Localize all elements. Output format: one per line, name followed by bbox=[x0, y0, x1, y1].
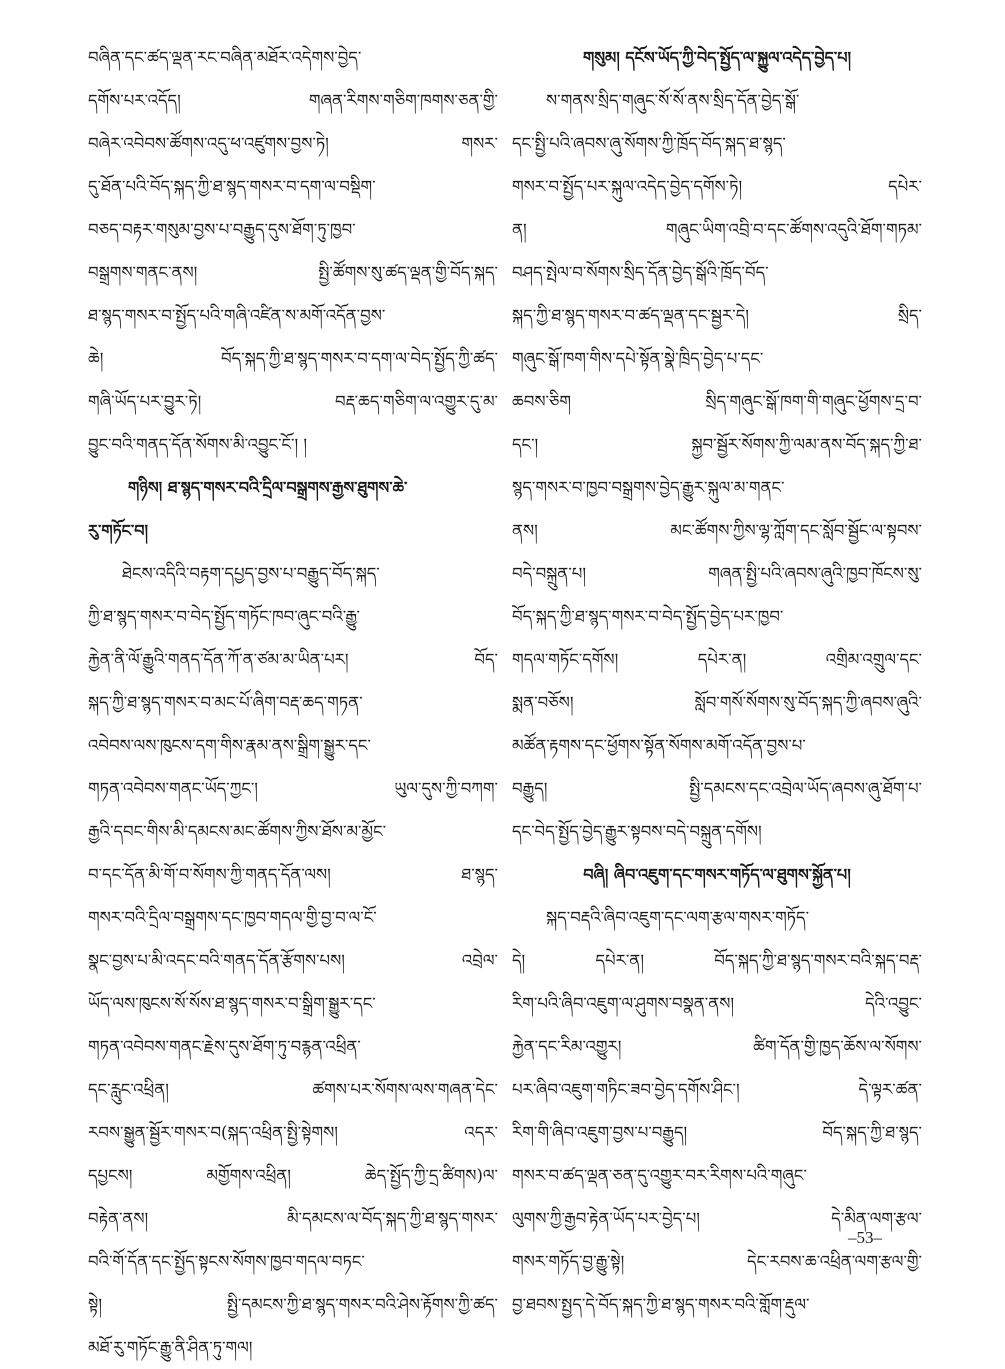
text-line: སྐད་ཀྱི་ཐ་སྙད་གསར་བ་ཚད་ལྡན་དང་སྦྱར་དེ། སྲིད་ bbox=[512, 306, 922, 325]
text-line: བསྒྲགས་གནང་ནས། སྤྱི་ཚོགས་སུ་ཚད་ལྡན་གྱི་བོད་སྐད་ bbox=[88, 263, 498, 282]
text-line: བོད་སྐད་ཀྱི་ཐ་སྙད་གསར་བ་བེད་སྤྱོད་བྱེད་པར་ཁྱབ་ bbox=[512, 607, 784, 626]
text-line: ཐེངས་འདིའི་བརྟག་དཔྱད་བྱས་པ་བརྒྱུད་བོད་སྐད་ bbox=[122, 564, 380, 583]
text-line: རྐྱེན་ནི་ལོ་རྒྱུའི་གནད་དོན་ཀོ་ན་ཙམ་མ་ཡིན་པར། བོད་ bbox=[88, 650, 498, 669]
text-line: དེ། དཔེར་ན། བོད་སྐད་ཀྱི་ཐ་སྙད་གསར་བའི་སྐད་བརྡ་ bbox=[512, 951, 922, 970]
text-line: གསར་བ་སྤྱོད་པར་སྐུལ་འདེད་བྱེད་དགོས་ཏེ། དཔེར་ bbox=[512, 177, 922, 196]
text-line: གདལ་གཏོང་དགོས། དཔེར་ན། འགྲིམ་འགྲུལ་དང་ bbox=[512, 650, 922, 669]
text-line: རྒྱའི་དབང་གིས་མི་དམངས་མང་ཚོགས་ཀྱིས་ཐོས་མ་མྱོང་ bbox=[88, 822, 387, 841]
text-line: འབེབས་ལས་ཁུངས་དག་གིས་རྣམ་ནས་སྒྲིག་སྒྱུར་དང་ bbox=[88, 736, 371, 755]
page-number: –53– bbox=[848, 1228, 882, 1247]
text-line: སྙད་གསར་བ་ཁྱབ་བསྒྲགས་བྱེད་རྒྱུར་སྐུལ་མ་གནང་ bbox=[512, 478, 785, 497]
text-line: སྣང་བྱས་པ་མི་འདང་བའི་གནད་དོན་རྩོགས་པས། འབྲེལ་ bbox=[88, 951, 498, 970]
text-line: གསར་གཏོད་བྱ་རྒྱུ་སྟེ། དེང་རབས་ཆ་འཕྲིན་ལག་རྩལ་གྱི་ bbox=[512, 1252, 922, 1271]
paragraph-3 bbox=[512, 79, 922, 853]
text-line: བརྒྱུད། སྤྱི་དམངས་དང་འབྲེལ་ཡོད་ཞབས་ཞུ་ཐོག་པ་ bbox=[512, 779, 922, 798]
text-line: ལུགས་ཀྱི་རྒྱབ་རྟེན་ཡོད་པར་བྱེད་པ། དེ་མིན་ལག་རྩལ་ bbox=[512, 1209, 922, 1228]
right-column bbox=[512, 36, 922, 1326]
text-line: ཆབས་ཅིག སྲིད་གཞུང་སྒོ་ཁག་གི་གཞུང་ཕྱོགས་དྲ་བ་ bbox=[512, 392, 922, 411]
text-line: ནས། མང་ཚོགས་ཀྱིས་ལྷ་ཀློག་དང་སློབ་སྦྱོང་ལ་སྟབས་ bbox=[512, 521, 922, 540]
text-line: པར་ཞིབ་འཇུག་གཏིང་ཟབ་བྱེད་དགོས་ཤིང་། དེ་ལྟར་ཚན་ bbox=[512, 1080, 922, 1099]
text-line: དུ་ཐོན་པའི་བོད་སྐད་ཀྱི་ཐ་སྙད་གསར་བ་དག་ལ་བསྡིག་ bbox=[88, 177, 376, 196]
text-line: རྐྱེན་དང་རིམ་འགྱུར། ཚིག་དོན་གྱི་ཁྱད་ཆོས་ལ་སོགས་ bbox=[512, 1037, 922, 1056]
text-line: གསར་བའི་དྲིལ་བསྒྲགས་དང་ཁྱབ་གདལ་གྱི་བྱ་བ་ལ་ངོ་ bbox=[88, 908, 377, 927]
text-line: ན། གཞུང་ཡིག་འབྲི་བ་དང་ཚོགས་འདུའི་ཐོག་གཏམ་ bbox=[512, 220, 922, 239]
text-line: གཞུང་སྒོ་ཁག་གིས་དཔེ་སྟོན་སྣེ་ཁྲིད་བྱེད་པ་དང་ bbox=[512, 349, 764, 368]
text-line: གཏན་འབེབས་གནང་ཡོད་ཀྱང་། ཡུལ་དུས་ཀྱི་བཀག་ bbox=[88, 779, 498, 798]
text-line: ཆེ། བོད་སྐད་ཀྱི་ཐ་སྙད་གསར་བ་དག་ལ་བེད་སྤྱོད་ཀྱི་ཚད་ bbox=[88, 349, 498, 368]
section-heading-3: གསུམ། དངོས་ཡོད་ཀྱི་བེད་སྤྱོད་ལ་སྐྱུལ་འདེད་བྱེད་པ། bbox=[582, 48, 852, 67]
text-line: དཔྱངས། མགྱོགས་འཕྲིན། ཆེད་སྤྱོད་ཀྱི་དྲ་ཚིགས)ལ་ bbox=[88, 1166, 498, 1185]
text-line: རབས་སྒྱུན་སྦྱོར་གསར་བ(སྐད་འཕྲིན་སྤྱི་སྟེགས། འདར་ bbox=[88, 1123, 498, 1142]
text-line: བྱུང་བའི་གནད་དོན་སོགས་མི་འབྱུང་ངོ་། ། bbox=[88, 435, 308, 454]
text-line: བདེ་བསྐྲུན་པ། གཞན་སྤྱི་པའི་ཞབས་ཞུའི་ཁྱབ་ཁོངས་སུ་ bbox=[512, 564, 922, 583]
text-line: བྱ་ཐབས་སྤྱད་དེ་བོད་སྐད་ཀྱི་ཐ་སྙད་གསར་བའི་གློག་རྡུལ་ bbox=[512, 1295, 810, 1314]
section-heading-2-continuation: རུ་གཏོང་བ། bbox=[88, 521, 149, 540]
left-column bbox=[88, 36, 498, 1369]
text-line: དང་སྤྱི་པའི་ཞབས་ཞུ་སོགས་ཀྱི་ཁྲོད་བོད་སྐད་ཐ་སྙད་ bbox=[512, 134, 786, 153]
text-line: མཚོན་རྟགས་དང་ཕྱོགས་སྟོན་སོགས་མགོ་འདོན་བྱས་པ་ bbox=[512, 736, 806, 755]
text-line: དང་རླུང་འཕྲིན། ཚགས་པར་སོགས་ལས་གཞན་དེང་ bbox=[88, 1080, 498, 1099]
text-line: བཅད་བརྟར་གསུམ་བྱས་པ་བརྒྱུད་དུས་ཐོག་ཏུ་ཁྱབ་ bbox=[88, 220, 356, 239]
text-line: བཞིན་དང་ཚད་ལྡན་རང་བཞིན་མཐོར་འདེགས་བྱེད་ bbox=[88, 48, 362, 67]
text-line: རིག་གི་ཞིབ་འཇུག་བྱས་པ་བརྒྱུད། བོད་སྐད་ཀྱི་ཐ་སྙད་ bbox=[512, 1123, 922, 1142]
text-line: རིག་པའི་ཞིབ་འཇུག་ལ་ཤུགས་བསྣན་ནས། དེའི་འབྱུང་ bbox=[512, 994, 922, 1013]
text-line: བརྟེན་ནས། མི་དམངས་ལ་བོད་སྐད་ཀྱི་ཐ་སྙད་གསར་ bbox=[88, 1209, 498, 1228]
text-line: སྨན་བཅོས། སློབ་གསོ་སོགས་སུ་བོད་སྐད་ཀྱི་ཞབས་ཞུའི་ bbox=[512, 693, 922, 712]
text-line: ཀྱི་ཐ་སྙད་གསར་བ་བེད་སྤྱོད་གཏོང་ཁབ་ཞུང་བའི་རྒྱུ་ bbox=[88, 607, 360, 626]
text-line: དགོས་པར་འདོད། གཞན་རིགས་གཅིག་ཁགས་ཅན་གྱི་ bbox=[88, 91, 498, 110]
paragraph-1 bbox=[88, 36, 498, 466]
text-line: བའི་གོ་དོན་དང་སྤྱོད་སྟངས་སོགས་ཁྱབ་གདལ་བཏང་ bbox=[88, 1252, 365, 1271]
text-line: དང་། སྐྱབ་སྦྱོར་སོགས་ཀྱི་ལམ་ནས་བོད་སྐད་ཀྱི་ཐ་ bbox=[512, 435, 922, 454]
text-line: མཐོ་རུ་གཏོང་རྒྱུ་ནི་ཤིན་ཏུ་གལ། bbox=[88, 1338, 253, 1357]
text-line: དང་བེད་སྤྱོད་བྱེད་རྒྱུར་སྟབས་བདེ་བསྐྲུན་དགོས། bbox=[512, 822, 762, 841]
section-heading-4: བཞི། ཞིབ་འཇུག་དང་གསར་གཏོད་ལ་ཐུགས་སྐྱོན་པ། bbox=[583, 865, 851, 884]
text-line: ཡོད་ལས་ཁུངས་སོ་སོས་ཐ་སྙད་གསར་བ་སྒྲིག་སྒྱུར་དང་ bbox=[88, 994, 376, 1013]
text-line: བཞེར་འབེབས་ཚོགས་འདུ་ཕ་འཛུགས་བྱས་ཏེ། གསར་ bbox=[88, 134, 498, 153]
text-line: བ་དང་དོན་མི་གོ་བ་སོགས་ཀྱི་གནད་དོན་ལས། ཐ་སྙད་ bbox=[88, 865, 498, 884]
text-line: སྐད་བརྡའི་ཞིབ་འཇུག་དང་ལག་རྩལ་གསར་གཏོད་ bbox=[546, 908, 810, 927]
text-line: སྐད་ཀྱི་ཐ་སྙད་གསར་བ་མང་པོ་ཞིག་བརྡ་ཆད་གཏན་ bbox=[88, 693, 363, 712]
paragraph-4 bbox=[512, 896, 922, 1326]
text-line: གཏན་འབེབས་གནང་རྗེས་དུས་ཐོག་ཏུ་བརྙན་འཕྲིན་ bbox=[88, 1037, 361, 1056]
text-line: བཤད་སྤེལ་བ་སོགས་སྲིད་དོན་བྱེད་སྒོའི་ཁྲོད་བོད་ bbox=[512, 263, 769, 282]
text-line: ཐ་སྙད་གསར་བ་སྤྱོད་པའི་གཞི་འཛིན་ས་མགོ་འདོན་བྱས་ bbox=[88, 306, 386, 325]
text-line: གཞི་ཡོད་པར་བྱུར་ཏེ། བརྡ་ཆད་གཅིག་ལ་འགྱུར་དུ་མ་ bbox=[88, 392, 498, 411]
paragraph-2 bbox=[88, 552, 498, 1369]
text-line: སྟེ། སྤྱི་དམངས་ཀྱི་ཐ་སྙད་གསར་བའི་ཤེས་རྟོགས་ཀྱི་ཚད་ bbox=[88, 1295, 498, 1314]
text-line: གསར་བ་ཚད་ལྡན་ཅན་དུ་འགྱུར་བར་རིགས་པའི་གཞུང་ bbox=[512, 1166, 807, 1185]
text-line: ས་གནས་སྲིད་གཞུང་སོ་སོ་ནས་སྲིད་དོན་བྱེད་སྒོ་ bbox=[546, 91, 800, 110]
section-heading-2: གཉིས། ཐ་སྙད་གསར་བའི་དྲིལ་བསྒྲགས་རྒྱས་ཐུགས་ཆེ་ bbox=[128, 478, 408, 497]
